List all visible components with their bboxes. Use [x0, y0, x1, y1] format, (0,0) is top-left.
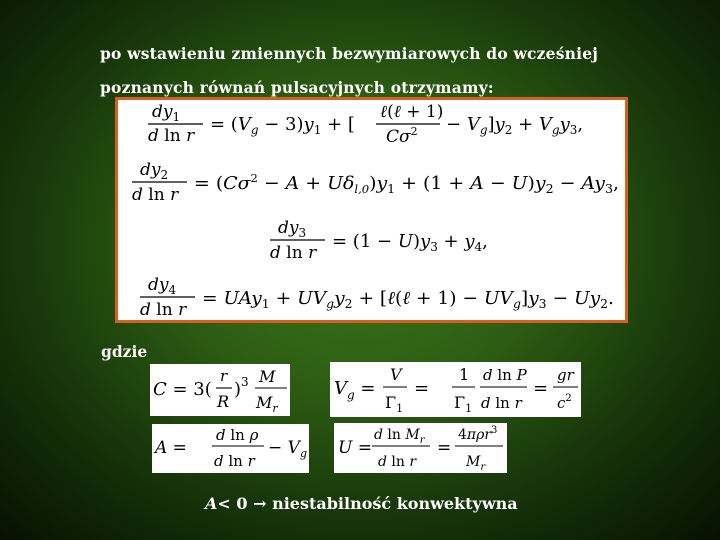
equation-3	[270, 218, 488, 263]
svg-text:Mr: $M_r$	[466, 454, 486, 473]
svg-text:dy3: $dy_3$	[278, 218, 307, 240]
svg-text:− Vg: − $V_g$	[268, 438, 307, 460]
conclusion-text: < 0 → niestabilność konwektywna	[217, 494, 518, 513]
svg-text:Mr: $M_r$	[256, 393, 278, 415]
svg-text:)3: )$^3$	[234, 375, 249, 400]
gdzie-label: gdzie	[101, 342, 148, 361]
svg-text:=: =	[414, 378, 430, 399]
definition-c	[150, 364, 290, 416]
svg-text:= (1 − U)y3 + y4,: = $(1 - U)y_3 + y_4$,	[332, 231, 488, 254]
svg-text:= (Cσ2 − A + Uδl,0)y1 + (1 + A: = $(C\sigma^2 - A + U\delta_{l,0})y_1 + (1 + A - U)y_2 - Ay_3$,	[194, 172, 619, 196]
equation-4	[140, 275, 614, 320]
svg-text:=: =	[437, 438, 452, 458]
svg-text:d ln r: d ln r	[148, 126, 195, 146]
svg-text:Cσ2: $C\sigma^2$	[386, 125, 418, 147]
svg-text:d ln Mr: d $\ln M_r$	[374, 427, 425, 446]
svg-text:d ln r: d ln r	[378, 454, 417, 470]
svg-text:d ln r: d ln r	[270, 243, 317, 263]
svg-text:− Vg]y2 + Vgy3,: − $V_g]y_2 + V_gy_3$,	[446, 114, 584, 137]
svg-text:d ln ρ: d ln ρ	[216, 426, 259, 444]
svg-text:dy2: $dy_2$	[140, 160, 169, 182]
svg-text:Γ1: $\Gamma_1$	[385, 393, 404, 415]
svg-text:dy1: $dy_1$	[152, 102, 181, 124]
svg-text:1: 1	[459, 365, 470, 384]
svg-text:= UAy1 + UVgy2 + [ℓ(ℓ + 1) − U: = $UAy_1 + UV_gy_2$ + [ℓ(ℓ + $1) - UV_g]y_3 - Uy_2$.	[202, 288, 614, 311]
svg-text:dy4: $dy_4$	[148, 275, 177, 297]
svg-text:4πρr3: 4πρr$^3$	[458, 425, 498, 443]
svg-text:=: =	[533, 378, 549, 399]
svg-text:ℓ(ℓ + 1): ℓ(ℓ + 1)	[380, 102, 444, 122]
svg-text:c2: $c^2$	[557, 393, 572, 412]
equation-system-box	[115, 97, 628, 323]
svg-text:d ln r: d ln r	[132, 185, 179, 205]
equation-2	[132, 160, 619, 205]
svg-text:r: r	[220, 367, 228, 385]
svg-text:U =: U =	[338, 438, 372, 458]
svg-text:d ln r: d ln r	[214, 452, 255, 470]
svg-text:d ln r: d ln r	[481, 394, 522, 412]
definition-a	[152, 424, 309, 473]
svg-text:Vg =: $V_g$ =	[334, 378, 376, 402]
conclusion-line	[205, 494, 518, 513]
svg-text:V: V	[390, 365, 402, 384]
svg-text:gr: gr	[557, 366, 574, 384]
svg-text:C = 3(: C = 3(	[153, 379, 212, 400]
equation-1	[148, 102, 583, 147]
definition-u	[334, 423, 507, 473]
svg-text:= (Vg − 3)y1 + [: = $(V_g - 3)y_1$ + [	[210, 114, 355, 137]
svg-text:A =: A =	[155, 438, 187, 458]
svg-text:d ln r: d ln r	[140, 300, 187, 320]
svg-text:Γ1: $\Gamma_1$	[454, 393, 473, 415]
svg-text:M: M	[259, 367, 276, 386]
intro-line-1: po wstawieniu zmiennych bezwymiarowych do wcześniej	[100, 44, 599, 63]
svg-text:R: R	[217, 392, 230, 411]
conclusion-variable: A	[205, 494, 218, 513]
svg-text:d ln P: d ln P	[483, 366, 527, 384]
intro-line-2: poznanych równań pulsacyjnych otrzymamy:	[100, 78, 494, 97]
definition-vg	[330, 362, 581, 417]
